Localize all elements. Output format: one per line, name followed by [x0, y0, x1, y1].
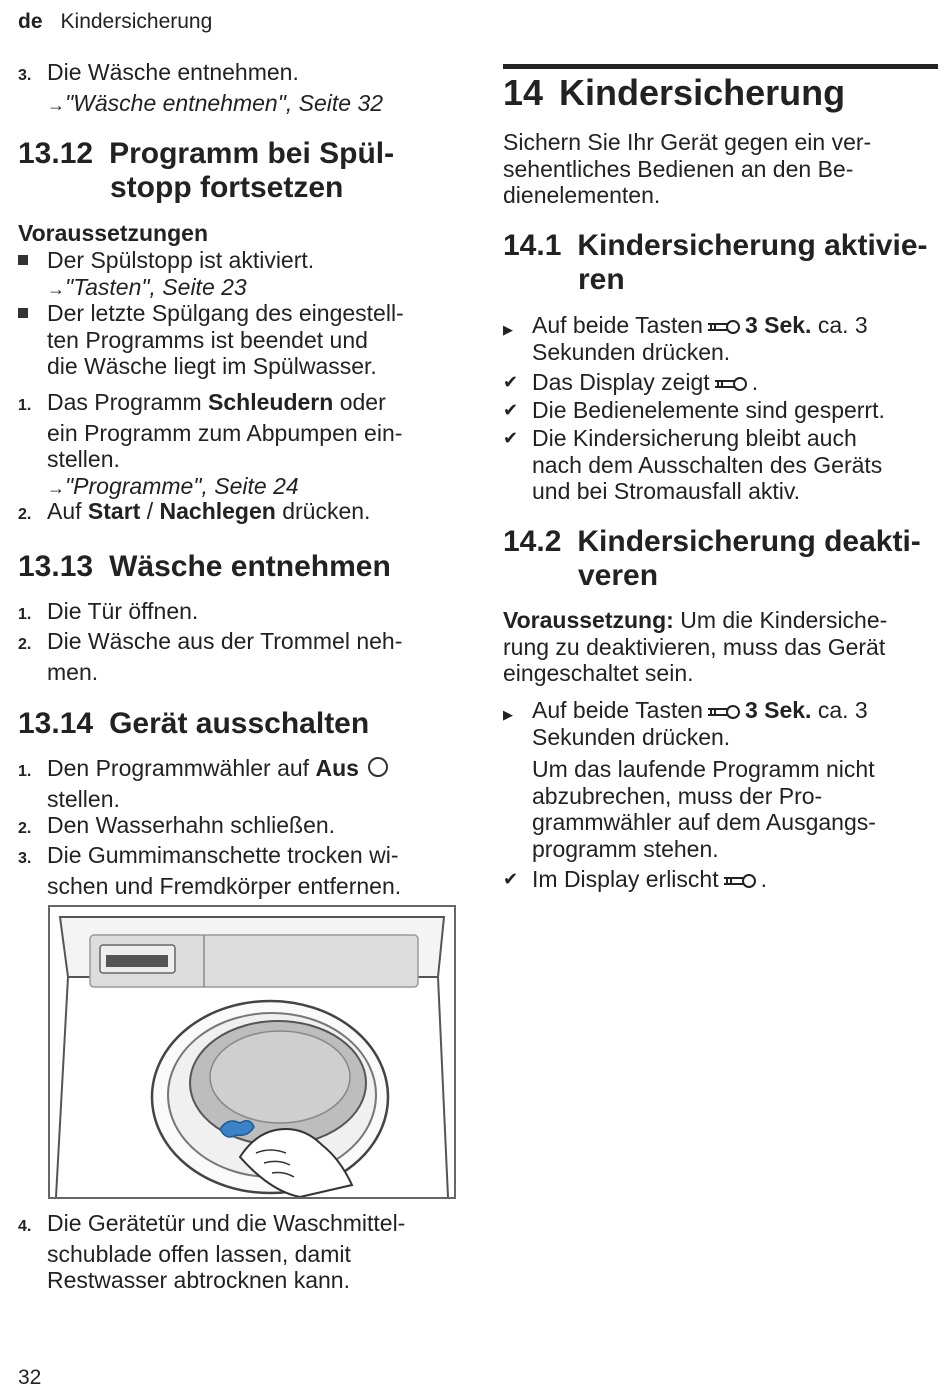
section-heading-13-13: 13.13 Wäsche entnehmen [18, 550, 391, 583]
section-rule [503, 64, 938, 69]
off-circle-icon [368, 757, 388, 777]
section-heading-13-14: 13.14 Gerät ausschalten [18, 707, 370, 740]
requirement-paragraph: Voraussetzung: Um die Kindersiche- rung zu deaktivieren, muss das Gerät eingeschaltet sein. [503, 607, 888, 686]
key-icon [707, 704, 741, 720]
section-heading-14-2: 14.2 Kindersicherung deakti- veren [503, 525, 921, 592]
note-paragraph: Um das laufende Programm nicht abzubrechen, muss der Pro- grammwähler auf dem Ausgangs- programm stehen. [532, 756, 876, 862]
square-bullet-icon [18, 308, 28, 318]
action-step: ▶ Auf beide Tasten 3 Sek. ca. 3 Sekunden drücken. [503, 312, 868, 365]
intro-paragraph: Sichern Sie Ihr Gerät gegen ein ver- sehentliches Bedienen an den Be- dienelementen. [503, 129, 872, 208]
page-header [18, 10, 212, 34]
chapter-heading-14: 14 Kindersicherung [503, 72, 846, 113]
check-icon: ✔ [503, 400, 519, 420]
section-heading-14-1: 14.1 Kindersicherung aktivie- ren [503, 229, 928, 296]
list-item: 1. Das Programm Schleudern oder ein Programm zum Abpumpen ein- stellen. → "Programme", Seite 24 [18, 389, 458, 501]
result-item: ✔ Die Bedienelemente sind gesperrt. [503, 397, 885, 423]
result-item: ✔ Das Display zeigt . [503, 369, 759, 395]
list-item: 2. Den Wasserhahn schließen. [18, 812, 336, 838]
check-icon: ✔ [503, 869, 519, 889]
result-item: ✔ Im Display erlischt . [503, 866, 767, 892]
key-icon [707, 319, 741, 335]
list-item: 2. Die Wäsche aus der Trommel neh- men. [18, 628, 403, 685]
washing-machine-illustration [48, 905, 456, 1199]
triangle-right-icon: ▶ [503, 707, 513, 722]
list-item: 1. Die Tür öffnen. [18, 598, 199, 624]
triangle-right-icon: ▶ [503, 322, 513, 337]
list-item: 3. Die Wäsche entnehmen. → "Wäsche entnehmen", Seite 32 [18, 59, 458, 118]
cross-reference-link[interactable]: → "Tasten", Seite 23 [18, 274, 458, 303]
page-number: 32 [18, 1366, 42, 1389]
language-code: de [18, 10, 43, 33]
key-icon [723, 873, 757, 889]
requirements-label: Voraussetzungen [18, 220, 208, 246]
cross-reference-link[interactable]: → "Wäsche entnehmen", Seite 32 [18, 90, 458, 119]
key-icon [714, 376, 748, 392]
check-icon: ✔ [503, 428, 519, 448]
list-item: 2. Auf Start / Nachlegen drücken. [18, 498, 371, 524]
section-heading-13-12: 13.12 Programm bei Spül- stopp fortsetzen [18, 137, 395, 204]
list-item: 3. Die Gummimanschette trocken wi- schen und Fremdkörper entfernen. [18, 842, 402, 899]
washing-machine-drawing [50, 907, 454, 1197]
list-item: Der letzte Spülgang des eingestell- ten Programms ist beendet und die Wäsche liegt im Spülwasser. [18, 300, 458, 380]
cross-reference-link[interactable]: → "Programme", Seite 24 [18, 473, 458, 502]
check-icon: ✔ [503, 372, 519, 392]
list-item: 1. Den Programmwähler auf Aus stellen. [18, 755, 458, 812]
square-bullet-icon [18, 255, 28, 265]
action-step: ▶ Auf beide Tasten 3 Sek. ca. 3 Sekunden drücken. Um das laufende Programm nicht abzubrechen, muss der Pro- grammwähler auf dem Ausgangs- programm stehen. [503, 697, 938, 862]
header-section-title: Kindersicherung [60, 10, 213, 33]
result-item: ✔ Die Kindersicherung bleibt auch nach dem Ausschalten des Geräts und bei Stromausfall aktiv. [503, 425, 883, 504]
list-item: 4. Die Gerätetür und die Waschmittel- schublade offen lassen, damit Restwasser abtrocknen kann. [18, 1210, 406, 1293]
list-item: Der Spülstopp ist aktiviert. → "Tasten", Seite 23 [18, 247, 458, 302]
